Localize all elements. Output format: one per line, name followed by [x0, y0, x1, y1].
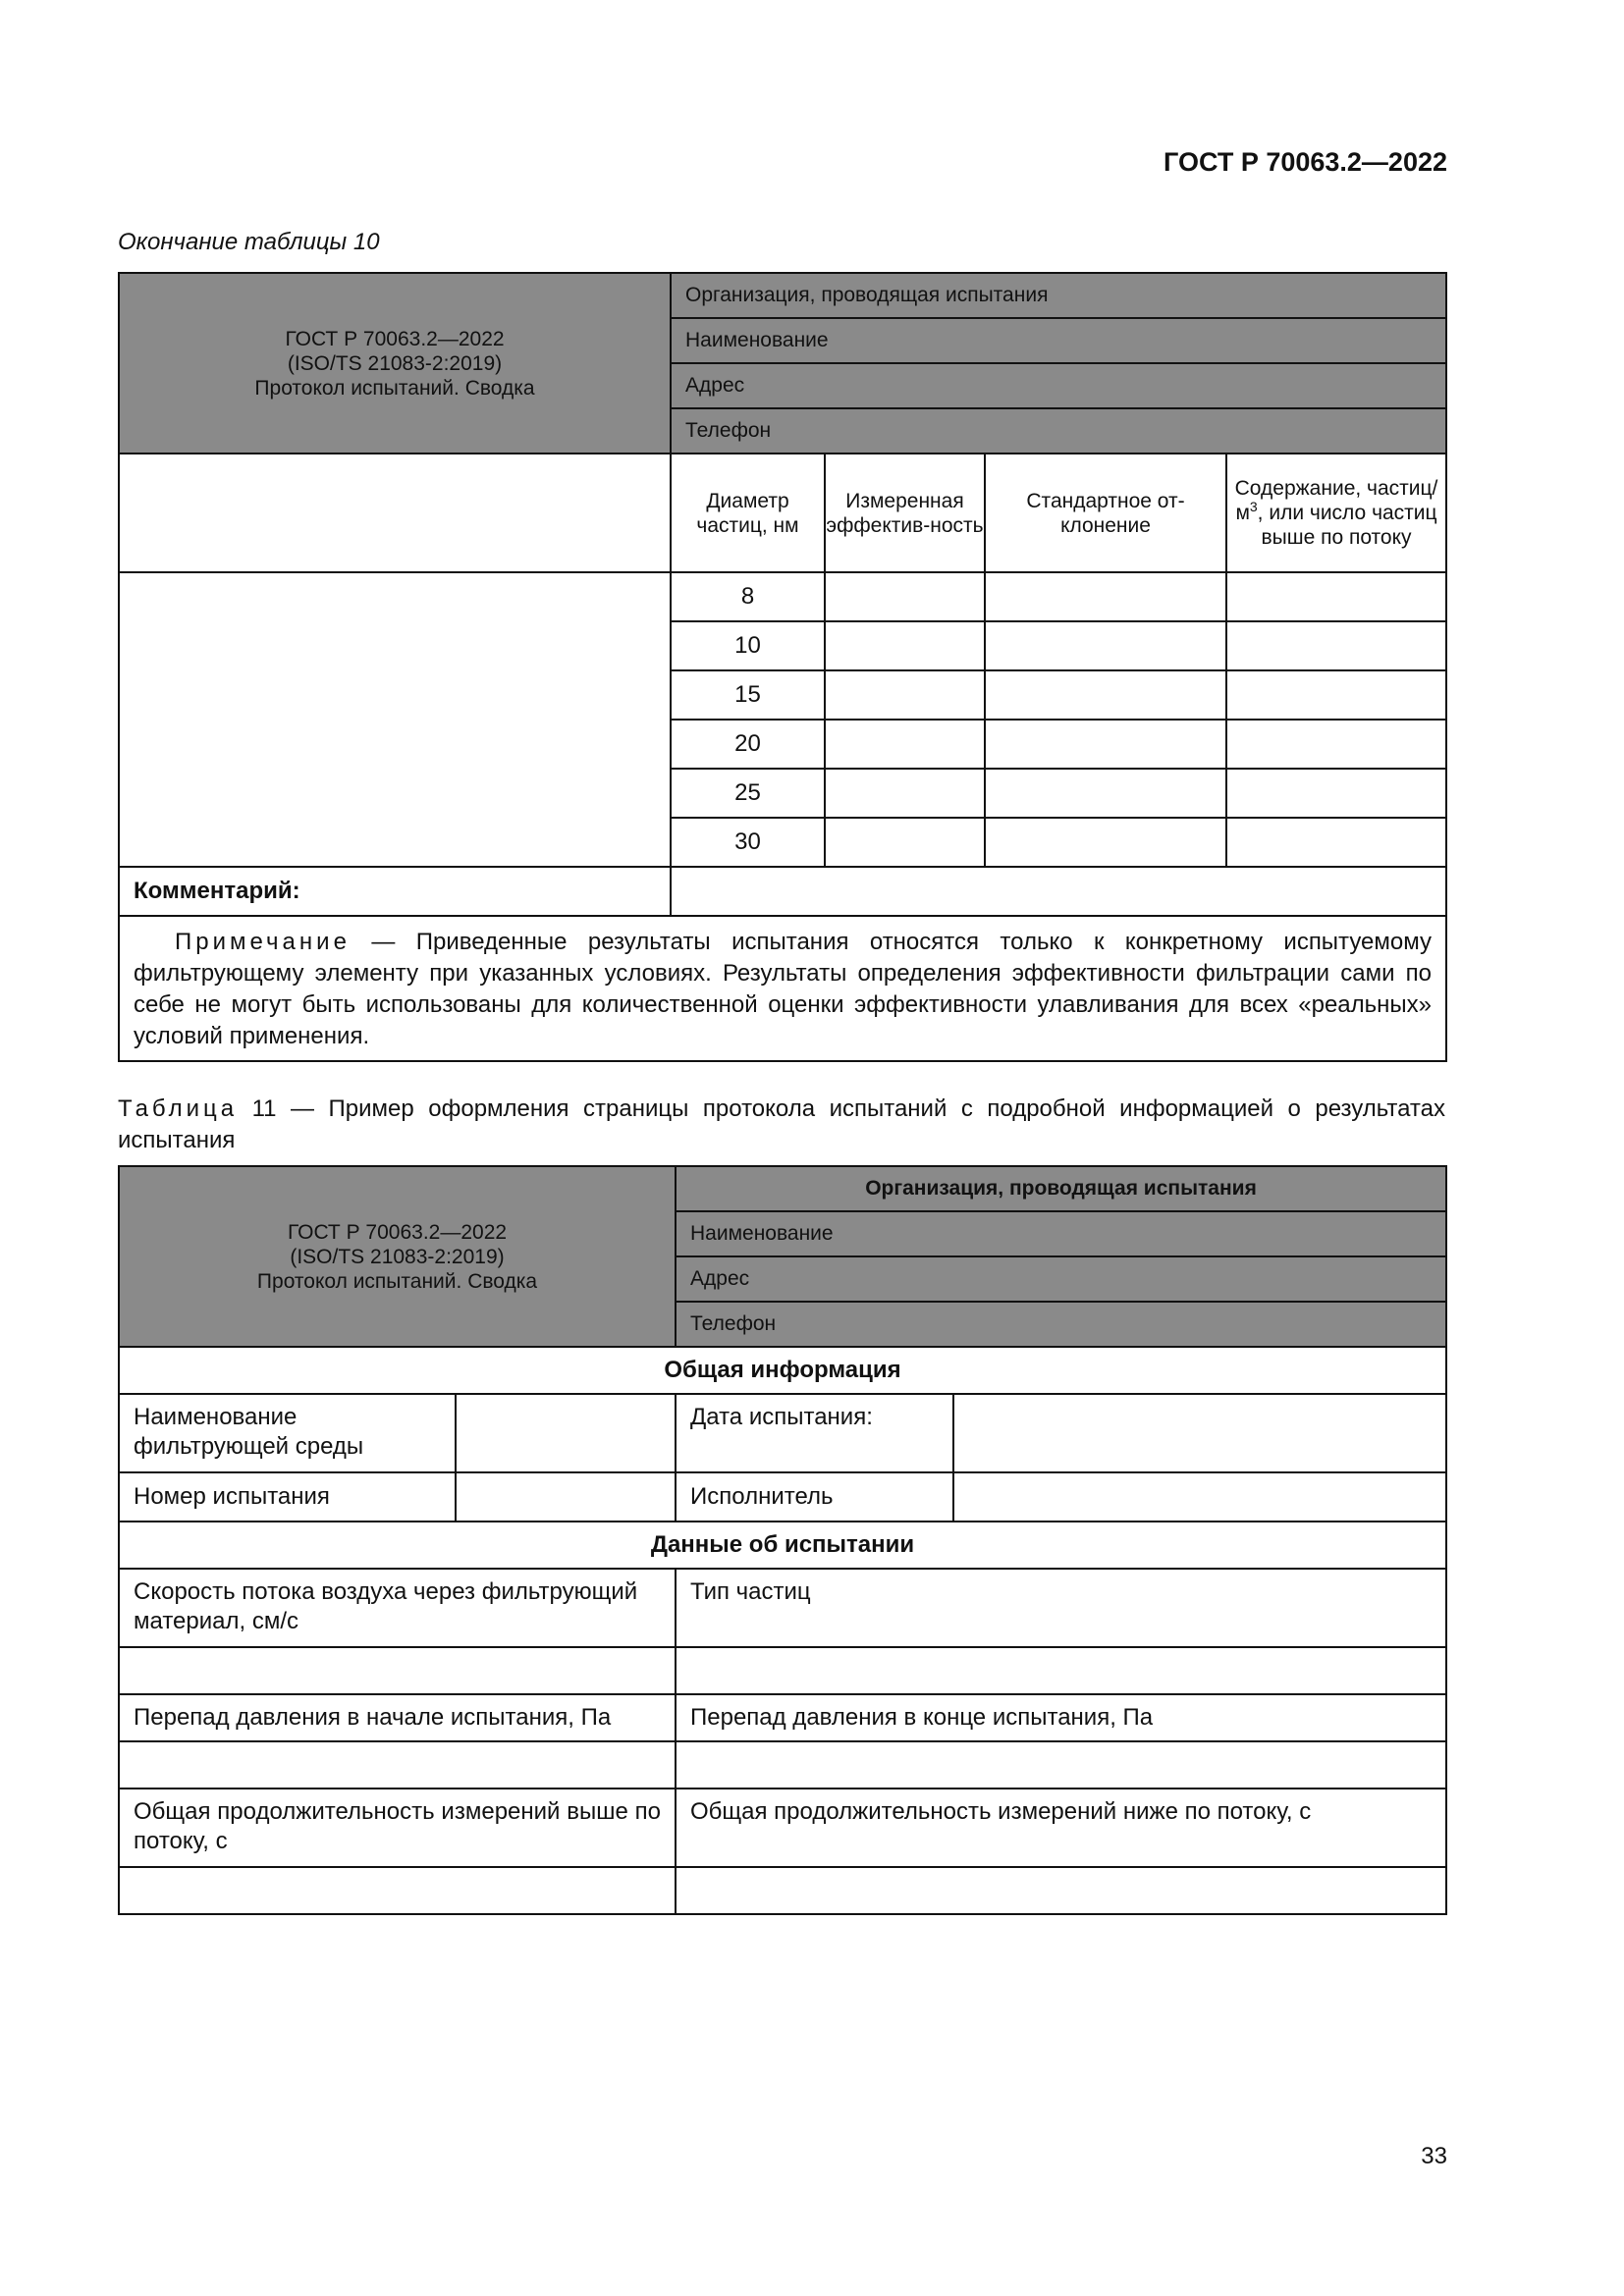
document-header: ГОСТ Р 70063.2—2022	[1164, 147, 1447, 177]
test-number-value	[456, 1472, 676, 1522]
table-10	[118, 272, 1447, 1062]
test-number-label: Номер испытания	[119, 1472, 456, 1522]
stddev-cell	[985, 769, 1226, 818]
comment-value	[671, 867, 1446, 916]
comment-label: Комментарий:	[119, 867, 671, 916]
protocol-header	[119, 273, 671, 454]
media-name-label: Наименование фильтрующей среды	[119, 1394, 456, 1472]
page-number: 33	[1421, 2143, 1447, 2169]
table-11	[118, 1165, 1447, 1915]
header-empty-cell	[119, 454, 671, 572]
efficiency-cell	[825, 769, 985, 818]
org-title-11: Организация, проводящая испытания	[676, 1166, 1446, 1211]
protocol-title: Протокол испытаний. Сводка	[256, 1269, 538, 1293]
content-cell	[1226, 818, 1446, 867]
stddev-cell	[985, 720, 1226, 769]
diameter-cell: 15	[671, 670, 825, 720]
protocol-iso: (ISO/TS 21083-2:2019)	[287, 351, 503, 375]
efficiency-cell	[825, 621, 985, 670]
efficiency-cell	[825, 670, 985, 720]
note-label: Примечание	[175, 929, 351, 955]
air-velocity-label: Скорость потока воздуха через фильтрующий материал, см/с	[119, 1569, 676, 1647]
col-header-content-a: Содержание, частиц/м	[1234, 477, 1438, 524]
dp-end-label: Перепад давления в конце испытания, Па	[676, 1694, 1446, 1741]
test-date-label: Дата испытания:	[676, 1394, 953, 1472]
table-note	[119, 916, 1446, 1061]
test-data-title: Данные об испытании	[119, 1522, 1446, 1569]
media-name-value	[456, 1394, 676, 1472]
table-continuation-caption: Окончание таблицы 10	[118, 229, 380, 255]
col-header-efficiency: Измеренная эффектив-ность	[825, 454, 985, 572]
note-text: — Приведенные результаты испытания относятся только к конкретному испытуемому фильтрующему элементу при указанных условиях. Результаты определения эффективности фильтрации сами по себе не могут быть использованы для количественной оценки эффективности улавливания для всех «реальных» условий применения.	[134, 929, 1433, 1049]
col-header-stddev: Стандартное от-клонение	[985, 454, 1226, 572]
stddev-cell	[985, 572, 1226, 621]
diameter-cell: 25	[671, 769, 825, 818]
efficiency-cell	[825, 572, 985, 621]
col-header-diameter: Диаметр частиц, нм	[671, 454, 825, 572]
diameter-cell: 30	[671, 818, 825, 867]
air-velocity-value	[119, 1647, 676, 1694]
particle-type-value	[676, 1647, 1446, 1694]
dp-end-value	[676, 1741, 1446, 1789]
duration-down-value	[676, 1867, 1446, 1914]
col-header-content	[1226, 454, 1446, 572]
content-cell	[1226, 720, 1446, 769]
org-row-name: Наименование	[671, 318, 1446, 363]
content-cell	[1226, 621, 1446, 670]
data-empty-left	[119, 572, 671, 867]
content-cell	[1226, 572, 1446, 621]
org-row-name-11: Наименование	[676, 1211, 1446, 1256]
diameter-cell: 20	[671, 720, 825, 769]
efficiency-cell	[825, 720, 985, 769]
org-row-organization: Организация, проводящая испытания	[671, 273, 1446, 318]
table-11-caption-label: Таблица	[118, 1095, 239, 1122]
content-cell	[1226, 769, 1446, 818]
diameter-cell: 8	[671, 572, 825, 621]
protocol-header-11	[119, 1166, 676, 1347]
general-info-title: Общая информация	[119, 1347, 1446, 1394]
org-row-address: Адрес	[671, 363, 1446, 408]
table-11-caption	[118, 1094, 1445, 1156]
protocol-standard: ГОСТ Р 70063.2—2022	[287, 1220, 508, 1244]
col-header-content-sup: 3	[1249, 499, 1258, 514]
dp-start-label: Перепад давления в начале испытания, Па	[119, 1694, 676, 1741]
table-11-caption-text: 11 — Пример оформления страницы протокола испытаний с подробной информацией о результатах испытания	[118, 1095, 1445, 1153]
stddev-cell	[985, 670, 1226, 720]
protocol-standard: ГОСТ Р 70063.2—2022	[285, 327, 505, 350]
duration-up-label: Общая продолжительность измерений выше по потоку, с	[119, 1789, 676, 1867]
diameter-cell: 10	[671, 621, 825, 670]
protocol-title: Протокол испытаний. Сводка	[254, 376, 535, 400]
org-row-phone-11: Телефон	[676, 1302, 1446, 1347]
org-row-address-11: Адрес	[676, 1256, 1446, 1302]
dp-start-value	[119, 1741, 676, 1789]
stddev-cell	[985, 621, 1226, 670]
executor-label: Исполнитель	[676, 1472, 953, 1522]
stddev-cell	[985, 818, 1226, 867]
content-cell	[1226, 670, 1446, 720]
test-date-value	[953, 1394, 1446, 1472]
col-header-content-b: , или число частиц выше по потоку	[1257, 502, 1437, 549]
duration-down-label: Общая продолжительность измерений ниже по потоку, с	[676, 1789, 1446, 1867]
duration-up-value	[119, 1867, 676, 1914]
protocol-iso: (ISO/TS 21083-2:2019)	[290, 1245, 505, 1268]
executor-value	[953, 1472, 1446, 1522]
efficiency-cell	[825, 818, 985, 867]
particle-type-label: Тип частиц	[676, 1569, 1446, 1647]
org-row-phone: Телефон	[671, 408, 1446, 454]
